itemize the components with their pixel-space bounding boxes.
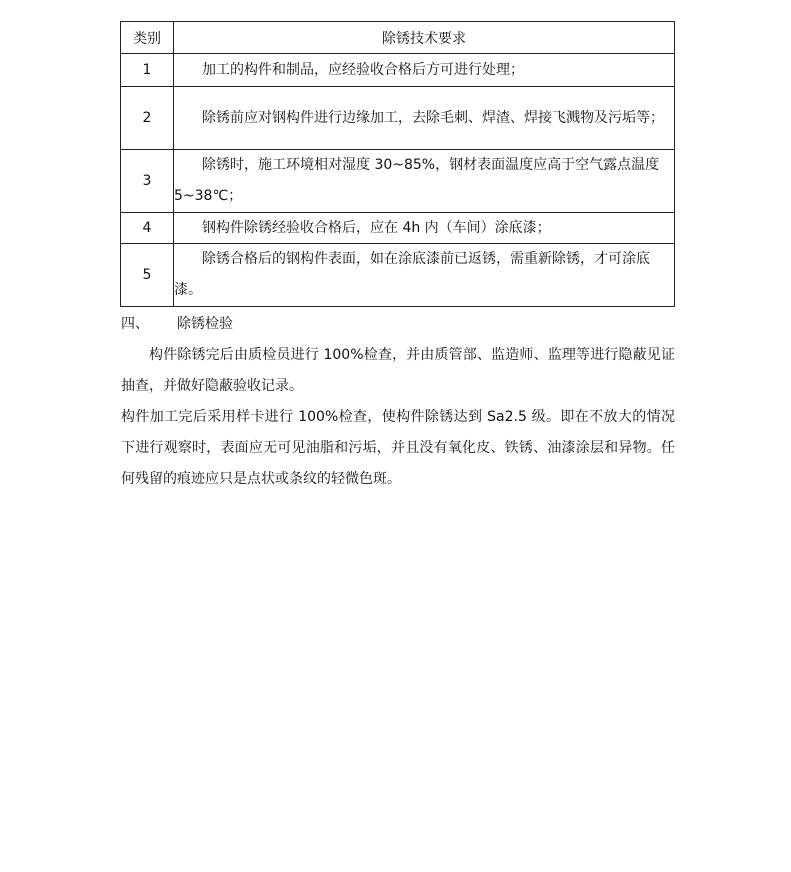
row-number: 4: [121, 213, 174, 244]
rust-removal-requirements-table: [120, 21, 675, 307]
table-header-row: [121, 22, 675, 54]
row-number: 2: [121, 87, 174, 150]
section-number: 四、: [121, 316, 149, 332]
table-row: [121, 150, 675, 213]
row-text: 除锈前应对钢构件进行边缘加工，去除毛刺、焊渣、焊接飞溅物及污垢等；: [202, 109, 664, 126]
row-text-cell: [174, 54, 675, 87]
row-text-cell: [174, 213, 675, 244]
row-text: 除锈合格后的钢构件表面，如在涂底漆前已返锈，需重新除锈，才可涂底漆。: [174, 251, 650, 298]
table-row: [121, 213, 675, 244]
row-text-cell: [174, 244, 675, 307]
row-text: 钢构件除锈经验收合格后，应在 4h 内（车间）涂底漆；: [202, 220, 551, 236]
paragraph-inspection: 构件除锈完后由质检员进行 100%检查，并由质管部、监造师、监理等进行隐蔽见证抽查，并做好隐蔽验收记录。: [121, 347, 675, 394]
row-text-cell: [174, 150, 675, 213]
row-text: 加工的构件和制品，应经验收合格后方可进行处理；: [202, 62, 524, 78]
header-requirement: 除锈技术要求: [174, 22, 675, 54]
section-title: 除锈检验: [177, 316, 233, 332]
table-row: [121, 54, 675, 87]
row-number: 3: [121, 150, 174, 213]
section-heading: [121, 313, 233, 333]
row-number: 5: [121, 244, 174, 307]
row-number: 1: [121, 54, 174, 87]
table-row: [121, 244, 675, 307]
paragraph-sample-card: 构件加工完后采用样卡进行 100%检查，使构件除锈达到 Sa2.5 级。即在不放大的情况下进行观察时，表面应无可见油脂和污垢，并且没有氧化皮、铁锈、油漆涂层和异物。任何残留的痕迹应只是点状或条纹的轻微色斑。: [121, 409, 675, 487]
row-text: 除锈时，施工环境相对湿度 30~85%，钢材表面温度应高于空气露点温度 5~38℃；: [174, 157, 660, 204]
row-text-cell: [174, 87, 675, 150]
header-category: 类别: [121, 22, 174, 54]
table-row: [121, 87, 675, 150]
